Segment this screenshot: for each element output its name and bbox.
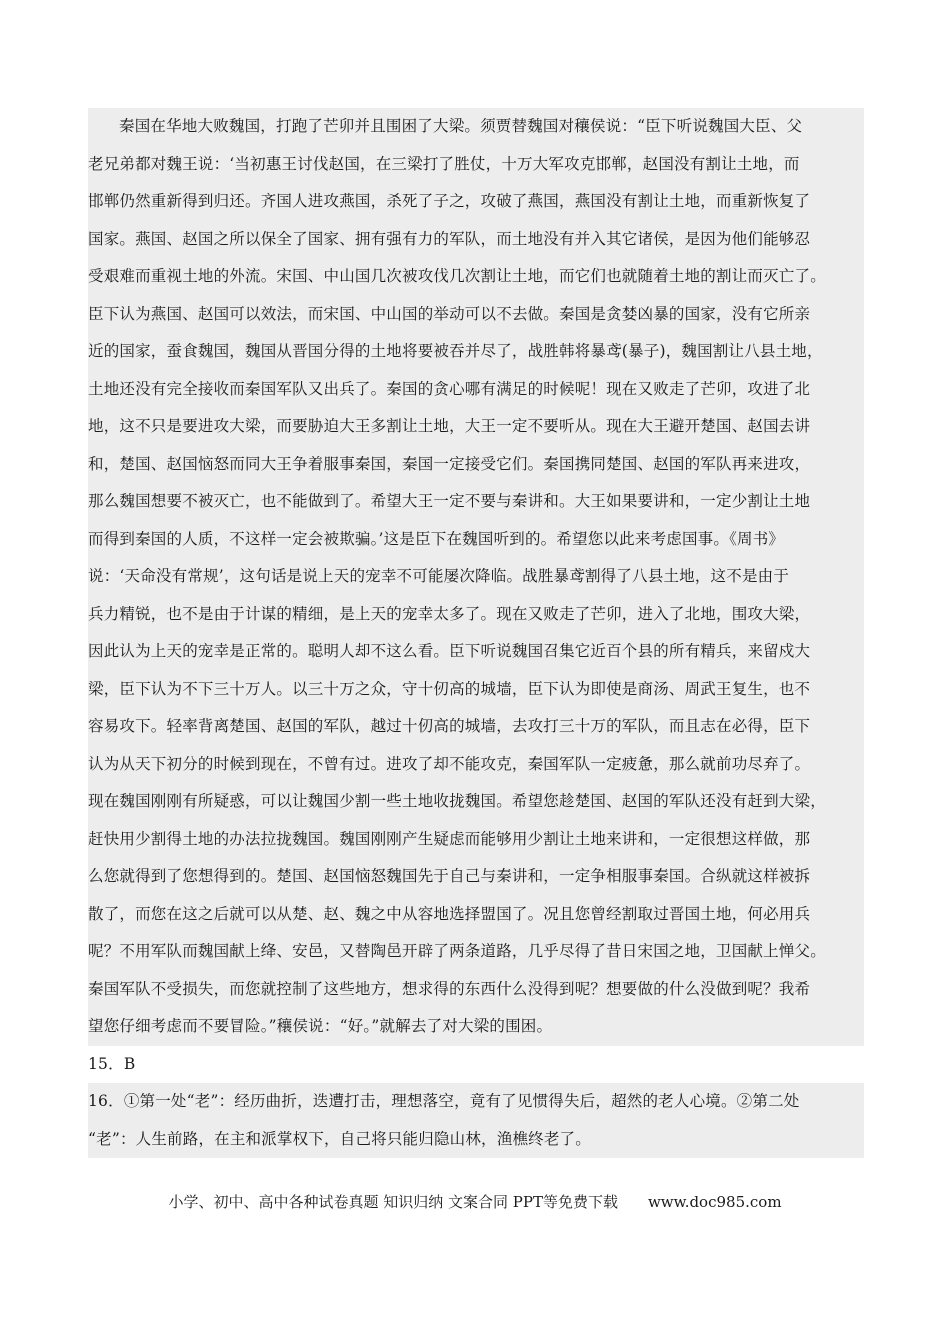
passage-line: 望您仔细考虑而不要冒险。”穰侯说：“好。”就解去了对大梁的围困。 (88, 1017, 553, 1035)
passage-line: 和，楚国、赵国恼怒而同大王争着服事秦国，秦国一定接受它们。秦国携同楚国、赵国的军队再来进攻， (88, 454, 811, 473)
passage-line: 兵力精锐，也不是由于计谋的精细，是上天的宠幸太多了。现在又败走了芒卯，进入了北地，围攻大梁， (88, 604, 811, 623)
passage-line: 近的国家，蚕食魏国，魏国从晋国分得的土地将要被吞并尽了，战胜韩将暴鸢(暴子)，魏国割让八县土地， (88, 342, 823, 360)
passage-line: 土地还没有完全接收而秦国军队又出兵了。秦国的贪心哪有满足的时候呢！现在又败走了芒卯，攻进了北 (88, 379, 811, 398)
translation-passage (88, 108, 864, 1158)
footer-text: 小学、初中、高中各种试卷真题 知识归纳 文案合同 PPT等免费下载 (168, 1193, 618, 1211)
page-footer (0, 1188, 950, 1216)
passage-line: 臣下认为燕国、赵国可以效法，而宋国、中山国的举动可以不去做。秦国是贪婪凶暴的国家，没有它所亲 (88, 304, 811, 323)
passage-line: 认为从天下初分的时候到现在，不曾有过。进攻了却不能攻克，秦国军队一定疲惫，那么就前功尽弃了。 (88, 754, 811, 773)
passage-line: 现在魏国刚刚有所疑惑，可以让魏国少割一些土地收拢魏国。希望您趁楚国、赵国的军队还没有赶到大梁， (88, 792, 826, 810)
passage-line: 梁，臣下认为不下三十万人。以三十万之众，守十仞高的城墙，臣下认为即使是商汤、周武王复生，也不 (88, 679, 811, 698)
passage-line: 因此认为上天的宠幸是正常的。聪明人却不这么看。臣下听说魏国召集它近百个县的所有精兵，来留戍大 (88, 642, 811, 660)
passage-line: 呢？不用军队而魏国献上绛、安邑，又替陶邑开辟了两条道路，几乎尽得了昔日宋国之地，卫国献上惮父。 (88, 942, 826, 960)
passage-line: 赶快用少割得土地的办法拉拢魏国。魏国刚刚产生疑虑而能够用少割让土地来讲和，一定很想这样做，那 (88, 829, 811, 848)
passage-line: 说：‘天命没有常规’，这句话是说上天的宠幸不可能屡次降临。战胜暴鸢割得了八县土地，这不是由于 (88, 567, 790, 585)
passage-line: 老兄弟都对魏王说：‘当初惠王讨伐赵国，在三梁打了胜仗，十万大军攻克邯郸，赵国没有割让土地，而 (88, 154, 800, 173)
passage-line: 而得到秦国的人质，不这样一定会被欺骗。’这是臣下在魏国听到的。希望您以此来考虑国事。《周书》 (88, 529, 785, 548)
passage-line: 秦国在华地大败魏国，打跑了芒卯并且围困了大梁。须贾替魏国对穰侯说：“臣下听说魏国大臣、父 (119, 117, 803, 135)
passage-line: 容易攻下。轻率背离楚国、赵国的军队，越过十仞高的城墙，去攻打三十万的军队，而且志在必得，臣下 (88, 717, 811, 735)
passage-line: 国家。燕国、赵国之所以保全了国家、拥有强有力的军队，而土地没有并入其它诸侯，是因为他们能够忍 (88, 229, 811, 248)
passage-line: 地，这不只是要进攻大梁，而要胁迫大王多割让土地，大王一定不要听从。现在大王避开楚国、赵国去讲 (88, 417, 811, 435)
answer-16-line-2: “老”：人生前路，在主和派掌权下，自己将只能归隐山林，渔樵终老了。 (88, 1129, 591, 1148)
passage-line: 那么魏国想要不被灭亡，也不能做到了。希望大王一定不要与秦讲和。大王如果要讲和，一定少割让土地 (88, 492, 811, 510)
passage-line: 么您就得到了您想得到的。楚国、赵国恼怒魏国先于自己与秦讲和，一定争相服事秦国。合纵就这样被拆 (88, 867, 811, 885)
footer-url: www.doc985.com (647, 1193, 782, 1211)
passage-line: 散了，而您在这之后就可以从楚、赵、魏之中从容地选择盟国了。况且您曾经割取过晋国土地，何必用兵 (88, 904, 811, 923)
passage-line: 秦国军队不受损失，而您就控制了这些地方，想求得的东西什么没得到呢？想要做的什么没做到呢？我希 (88, 979, 811, 998)
passage-line: 受艰难而重视土地的外流。宋国、中山国几次被攻伐几次割让土地，而它们也就随着土地的割让而灭亡了。 (88, 267, 826, 285)
answer-16-line-1: 16．①第一处“老”：经历曲折，迭遭打击，理想落空，竟有了见惯得失后，超然的老人心境。②第二处 (88, 1092, 800, 1110)
passage-line: 邯郸仍然重新得到归还。齐国人进攻燕国，杀死了子之，攻破了燕国，燕国没有割让土地，而重新恢复了 (88, 192, 811, 210)
answer-15: 15．B (88, 1046, 864, 1084)
